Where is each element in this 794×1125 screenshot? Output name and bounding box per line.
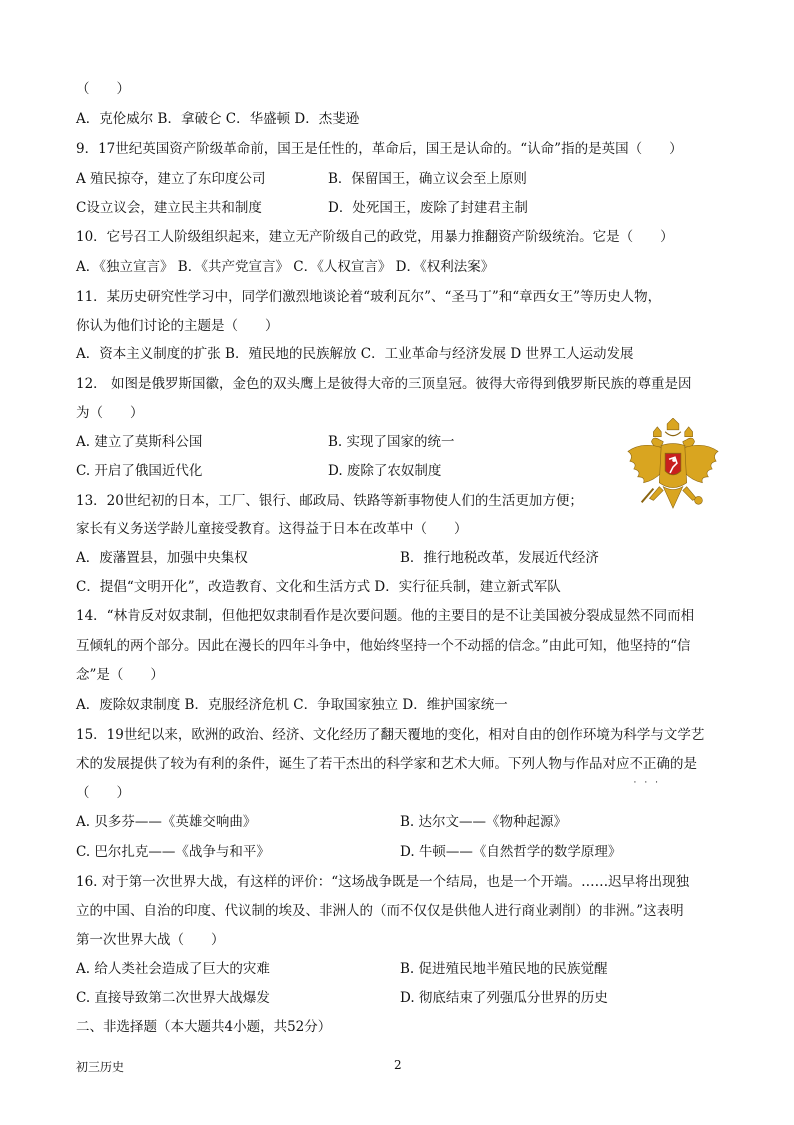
q16-option-d: D. 彻底结束了列强瓜分世界的历史 [400, 990, 608, 1006]
q12-option-d: D. 废除了农奴制度 [328, 463, 442, 479]
q13-stem-line2: 家长有义务送学龄儿童接受教育。这得益于日本在改革中（ ） [76, 521, 468, 537]
q9-option-a: A 殖民掠夺，建立了东印度公司 [76, 171, 266, 187]
q15-option-d: D. 牛顿——《自然哲学的数学原理》 [400, 844, 622, 860]
footer-subject: 初三历史 [76, 1060, 125, 1074]
q14-stem-line2: 互倾轧的两个部分。因此在漫长的四年斗争中，他始终坚持一个不动摇的信念。”由此可知，他坚持的“信 [76, 638, 691, 654]
footer-page-number: 2 [394, 1058, 402, 1072]
q12-option-b: B. 实现了国家的统一 [328, 434, 455, 450]
q16-stem-line3: 第一次世界大战（ ） [76, 932, 225, 948]
q11-options: A．资本主义制度的扩张 B．殖民地的民族解放 C．工业革命与经济发展 D 世界工人运动发展 [76, 346, 634, 362]
emphasis-dots: ··· [633, 778, 667, 788]
q10-options: A．《独立宣言》 B．《共产党宣言》 C．《人权宣言》 D．《权利法案》 [76, 259, 495, 275]
q13-option-a: A．废藩置县，加强中央集权 [76, 550, 248, 566]
q16-stem-line2: 立的中国、自治的印度、代议制的埃及、非洲人的（而不仅仅是供他人进行商业剥削）的非洲。”这表明 [76, 903, 684, 919]
q13-options-cd: C．提倡“文明开化”，改造教育、文化和生活方式 D．实行征兵制，建立新式军队 [76, 579, 561, 595]
section-2-heading: 二、非选择题（本大题共4小题，共52分） [76, 1019, 332, 1035]
q15-stem-line2-pre: 术的发展提供了较为有利的条件，诞生了若干杰出的科学家和艺术大师。下列人物与作品对应 [76, 756, 630, 772]
q15-stem-line2 [76, 755, 697, 788]
q16-option-c: C. 直接导致第二次世界大战爆发 [76, 990, 270, 1006]
q9-option-d: D．处死国王，废除了封建君主制 [328, 200, 528, 216]
q12-option-c: C. 开启了俄国近代化 [76, 463, 203, 479]
q10-stem: 10．它号召工人阶级组织起来，建立无产阶级自己的政党，用暴力推翻资产阶级统治。它是（ ） [76, 229, 674, 245]
q12-option-a: A. 建立了莫斯科公国 [76, 434, 203, 450]
q15-stem-line2-post: 的是 [670, 756, 697, 772]
q16-option-a: A. 给人类社会造成了巨大的灾难 [76, 961, 270, 977]
q15-emphasis-text: 不正确 [629, 756, 670, 772]
q14-stem-line1: 14．“林肯反对奴隶制，但他把奴隶制看作是次要问题。他的主要目的是不让美国被分裂成显然不同而相 [76, 608, 695, 624]
q8-options: A．克伦威尔 B．拿破仑 C．华盛顿 D．杰斐逊 [76, 111, 360, 127]
q15-option-a: A. 贝多芬——《英雄交响曲》 [76, 814, 257, 830]
q15-stem-line1: 15．19世纪以来，欧洲的政治、经济、文化经历了翻天覆地的变化，相对自由的创作环境为科学与文学艺 [76, 727, 705, 743]
q13-option-b: B．推行地税改革，发展近代经济 [400, 550, 599, 566]
q15-stem-line3: （ ） [76, 785, 130, 801]
q9-option-c: C设立议会，建立民主共和制度 [76, 200, 262, 216]
q13-stem-line1: 13．20世纪初的日本，工厂、银行、邮政局、铁路等新事物使人们的生活更加方便； [76, 493, 583, 509]
q11-stem-line1: 11．某历史研究性学习中，同学们激烈地谈论着“玻利瓦尔”、“圣马丁”和“章西女王”等历史人物， [76, 289, 662, 305]
q15-option-c: C. 巴尔扎克——《战争与和平》 [76, 844, 270, 860]
q11-stem-line2: 你认为他们讨论的主题是（ ） [76, 318, 279, 334]
q8-blank: （ ） [76, 81, 130, 97]
q15-emphasis [629, 756, 671, 788]
q12-stem-line2: 为（ ） [76, 405, 144, 421]
q16-option-b: B. 促进殖民地半殖民地的民族觉醒 [400, 961, 608, 977]
q9-stem: 9．17世纪英国资产阶级革命前，国王是任性的，革命后，国王是认命的。“认命”指的是英国（ ） [76, 141, 683, 157]
russian-coat-of-arms-icon [624, 418, 722, 520]
q12-stem-line1: 12． 如图是俄罗斯国徽，金色的双头鹰上是彼得大帝的三顶皇冠。彼得大帝得到俄罗斯民族的尊重是因 [76, 376, 692, 392]
q15-option-b: B. 达尔文——《物种起源》 [400, 814, 568, 830]
q9-option-b: B．保留国王，确立议会至上原则 [328, 171, 527, 187]
q14-stem-line3: 念”是（ ） [76, 667, 164, 683]
q16-stem-line1: 16. 对于第一次世界大战，有这样的评价：“这场战争既是一个结局，也是一个开端。……迟早将出现独 [76, 874, 690, 890]
q14-options: A．废除奴隶制度 B．克服经济危机 C．争取国家独立 D．维护国家统一 [76, 697, 508, 713]
